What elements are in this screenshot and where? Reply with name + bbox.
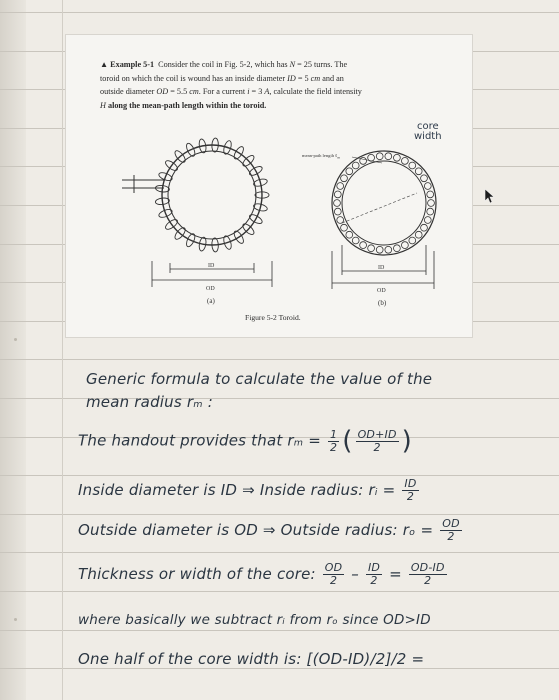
coil-cross-section [360, 242, 367, 249]
example-line-2 [100, 72, 466, 86]
example-text-fragment: N [289, 60, 296, 69]
ruled-line [0, 475, 559, 476]
fraction [402, 478, 418, 503]
example-text-fragment: along the mean-path length within the toroid. [105, 100, 267, 110]
coil-cross-section [415, 168, 422, 175]
ruled-line [0, 630, 559, 631]
fraction-numerator: OD [324, 561, 343, 574]
margin-line [62, 0, 63, 700]
coil-cross-section [346, 231, 353, 238]
example-text-fragment: outside diameter [100, 87, 157, 97]
example-text-fragment: Consider the coil in Fig. 5-2, which has [158, 60, 290, 69]
fraction [356, 429, 399, 454]
fraction [409, 562, 447, 587]
fraction-denominator: 2 [373, 440, 381, 454]
note-line-1: Generic formula to calculate the value of the [86, 370, 433, 388]
coil-cross-section [415, 231, 422, 238]
note-line-3 [78, 428, 413, 454]
fraction-denominator: 2 [370, 574, 378, 587]
fraction-denominator: 2 [330, 440, 338, 454]
example-text-fragment: ID [287, 73, 296, 83]
ruled-line [0, 668, 559, 669]
mean-path-label [302, 153, 340, 160]
coil-cross-section [428, 200, 435, 207]
mean-path-dashed [342, 193, 417, 223]
example-text-fragment: A [264, 87, 270, 97]
example-text-fragment: = 3 [249, 87, 265, 97]
coil-cross-section [337, 217, 344, 224]
ruled-line [0, 552, 559, 553]
note-text: Outside diameter is OD ⇒ Outside radius: rₒ = [78, 521, 434, 539]
example-text-fragment: = 5 [295, 73, 311, 83]
coil-cross-section [427, 191, 434, 198]
coil-cross-section [337, 183, 344, 190]
ruled-line [0, 591, 559, 592]
mean-path-text: mean-path length ℓ [302, 153, 338, 158]
coil-cross-section [352, 162, 359, 169]
toroid-a [122, 138, 272, 305]
fraction [328, 429, 339, 454]
coil-cross-section-b [334, 153, 435, 253]
example-text-fragment: OD [156, 87, 169, 97]
coil-cross-section [334, 200, 341, 207]
minus-sign: – [351, 565, 359, 583]
coil-cross-section [341, 175, 348, 182]
fraction [440, 518, 462, 543]
example-title: Example 5-1 [110, 60, 155, 69]
note-line-2: mean radius rₘ : [86, 393, 213, 411]
id-label-a: ID [208, 263, 215, 269]
coil-cross-section [376, 246, 383, 253]
example-text-fragment: cm [189, 87, 199, 97]
fraction-numerator: ID [404, 477, 417, 490]
note-line-8: One half of the core width is: [(OD-ID)/2]/2 = [78, 650, 425, 668]
fraction-denominator: 2 [406, 490, 415, 503]
coil-cross-section [421, 175, 428, 182]
coil-cross-section [368, 245, 375, 252]
fraction-numerator: ID [367, 561, 381, 574]
coil-cross-section [421, 224, 428, 231]
figure-label-a: (a) [207, 297, 215, 305]
mean-path-subscript: m [337, 155, 341, 160]
fraction-denominator: 2 [447, 530, 455, 543]
coil-cross-section [424, 217, 431, 224]
ruled-line [0, 359, 559, 360]
fraction-numerator: OD-ID [410, 561, 445, 574]
coil-cross-section [334, 208, 341, 215]
example-text-fragment: = 25 turns. The [295, 60, 348, 69]
example-text-fragment: cm [310, 73, 321, 83]
ruled-line [0, 398, 559, 399]
note-line-7: where basically we subtract rᵢ from rₒ since OD>ID [78, 612, 431, 628]
coil-cross-section [402, 242, 409, 249]
coil-cross-section [341, 224, 348, 231]
example-text-fragment: = 5.5 [168, 87, 190, 97]
figure-label-b: (b) [378, 299, 387, 307]
coil-cross-section [385, 153, 392, 160]
open-paren: ( [342, 426, 353, 456]
example-text-fragment: . For a current [198, 87, 248, 97]
toroid-b [302, 151, 436, 307]
page-edge-shadow [0, 0, 26, 700]
coil-cross-section [352, 237, 359, 244]
note-line-6 [78, 562, 449, 587]
coil-cross-section [346, 168, 353, 175]
coil-cross-section [409, 237, 416, 244]
core-width-word: width [414, 131, 442, 142]
example-marker: ▲ [100, 60, 109, 69]
example-text-fragment: , calculate the field intensity [269, 87, 362, 97]
example-line-1 [100, 58, 466, 72]
note-line-5 [78, 518, 464, 543]
example-text-fragment: and an [320, 73, 344, 83]
fraction-denominator: 2 [424, 574, 432, 587]
coil-cross-section [424, 183, 431, 190]
note-text: The handout provides that rₘ = [78, 431, 322, 450]
fraction [366, 562, 382, 587]
close-paren: ) [401, 426, 412, 456]
figure-caption: Figure 5-2 Toroid. [245, 313, 301, 322]
mouse-pointer-icon [484, 188, 496, 204]
toroid-figure [112, 135, 462, 325]
equals-sign: = [389, 565, 402, 583]
note-text: Thickness or width of the core: [78, 565, 316, 583]
ruled-line [0, 12, 559, 13]
note-line-4 [78, 478, 421, 503]
od-label-a: OD [206, 286, 215, 292]
fraction-numerator: OD [442, 517, 460, 530]
example-text-fragment: toroid on which the coil is wound has an inside diameter [100, 73, 288, 83]
ruled-line [0, 514, 559, 515]
example-text-fragment: i [247, 87, 250, 97]
coil-cross-section [409, 162, 416, 169]
coil-cross-section [394, 245, 401, 252]
fraction-denominator: 2 [329, 574, 338, 587]
binder-hole [14, 618, 17, 621]
example-text-fragment: H [100, 100, 106, 110]
coil-cross-section [402, 158, 409, 165]
coil-cross-section [427, 208, 434, 215]
coil-cross-section [376, 153, 383, 160]
coil-cross-section [385, 246, 392, 253]
od-label-b: OD [377, 288, 386, 294]
fraction-numerator: OD+ID [357, 427, 397, 441]
example-line-3 [100, 85, 466, 99]
coil-cross-section [394, 154, 401, 161]
example-line-4 [100, 99, 466, 113]
binder-hole [14, 338, 17, 341]
example-text [100, 58, 466, 112]
fraction [323, 562, 345, 587]
id-label-b: ID [378, 265, 385, 271]
core-width-word: core [416, 121, 439, 132]
coil-turns-a [155, 138, 269, 252]
fraction-numerator: 1 [330, 427, 338, 441]
coil-cross-section [334, 191, 341, 198]
note-text: Inside diameter is ID ⇒ Inside radius: rᵢ = [78, 481, 396, 499]
